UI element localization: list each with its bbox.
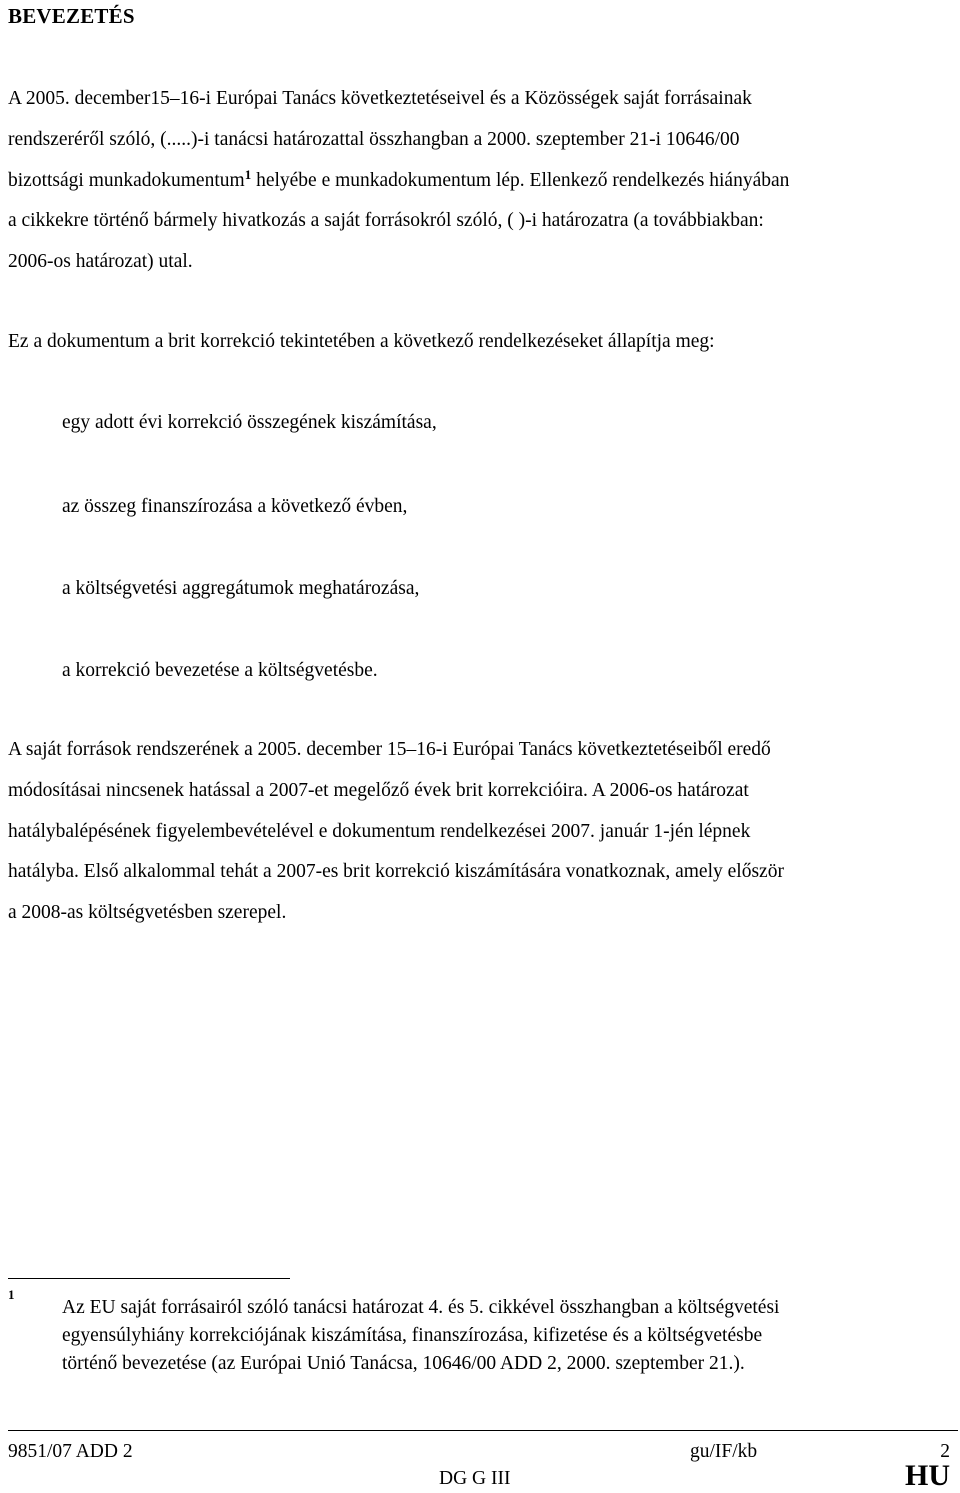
footnote-line-1: Az EU saját forrásairól szóló tanácsi határozat 4. és 5. cikkével összhangban a költségvetési bbox=[62, 1297, 780, 1318]
intro-line-1: A 2005. december15–16-i Európai Tanács következtetéseivel és a Közösségek saját forrásainak bbox=[8, 88, 752, 109]
list-item: a korrekció bevezetése a költségvetésbe. bbox=[62, 660, 378, 681]
footnote-separator bbox=[8, 1278, 290, 1279]
page-number: 2 bbox=[940, 1441, 950, 1462]
intro-line-5: 2006-os határozat) utal. bbox=[8, 251, 193, 273]
intro-line-3 bbox=[8, 161, 953, 202]
author-initials: gu/IF/kb bbox=[690, 1441, 758, 1462]
intro-line-3-start: bizottsági munkadokumentum bbox=[8, 169, 245, 191]
footnote-line-2: egyensúlyhiány korrekciójának kiszámítása, finanszírozása, kifizetése és a költségvetésbe bbox=[62, 1325, 763, 1346]
closing-line-2: módosításai nincsenek hatással a 2007-et megelőző évek brit korrekcióira. A 2006-os határozat bbox=[8, 779, 749, 801]
document-reference: 9851/07 ADD 2 bbox=[8, 1441, 133, 1462]
footer-separator bbox=[8, 1430, 958, 1431]
closing-line-3: hatálybalépésének figyelembevételével e dokumentum rendelkezései 2007. január 1-jén lépnek bbox=[8, 820, 751, 842]
directorate-general: DG G III bbox=[439, 1468, 511, 1489]
closing-line-1: A saját források rendszerének a 2005. december 15–16-i Európai Tanács következtetéseiből eredő bbox=[8, 739, 771, 760]
list-item: a költségvetési aggregátumok meghatározása, bbox=[62, 578, 420, 599]
footnote-text bbox=[62, 1294, 952, 1378]
intro-line-4: a cikkekre történő bármely hivatkozás a saját forrásokról szóló, ( )-i határozatra (a továbbiakban: bbox=[8, 210, 764, 232]
intro-paragraph bbox=[8, 79, 953, 283]
footnote-reference[interactable]: 1 bbox=[244, 166, 252, 182]
list-item: az összeg finanszírozása a következő évben, bbox=[62, 496, 408, 517]
intro-line-2: rendszeréről szóló, (.....)-i tanácsi határozattal összhangban a 2000. szeptember 21-i 10646/00 bbox=[8, 128, 740, 150]
closing-line-5: a 2008-as költségvetésben szerepel. bbox=[8, 902, 287, 924]
lead-paragraph bbox=[8, 322, 953, 363]
intro-line-3-end: helyébe e munkadokumentum lép. Ellenkező rendelkezés hiányában bbox=[251, 169, 790, 191]
footnote-marker: 1 bbox=[8, 1287, 15, 1302]
language-code: HU bbox=[905, 1459, 950, 1492]
section-heading: BEVEZETÉS bbox=[8, 4, 135, 28]
list-item: egy adott évi korrekció összegének kiszámítása, bbox=[62, 412, 437, 433]
lead-line: Ez a dokumentum a brit korrekció tekintetében a következő rendelkezéseket állapítja meg: bbox=[8, 331, 715, 352]
closing-paragraph bbox=[8, 730, 953, 934]
footnote-line-3: történő bevezetése (az Európai Unió Tanácsa, 10646/00 ADD 2, 2000. szeptember 21.). bbox=[62, 1353, 745, 1374]
closing-line-4: hatályba. Első alkalommal tehát a 2007-es brit korrekció kiszámítására vonatkoznak, amely először bbox=[8, 861, 784, 883]
